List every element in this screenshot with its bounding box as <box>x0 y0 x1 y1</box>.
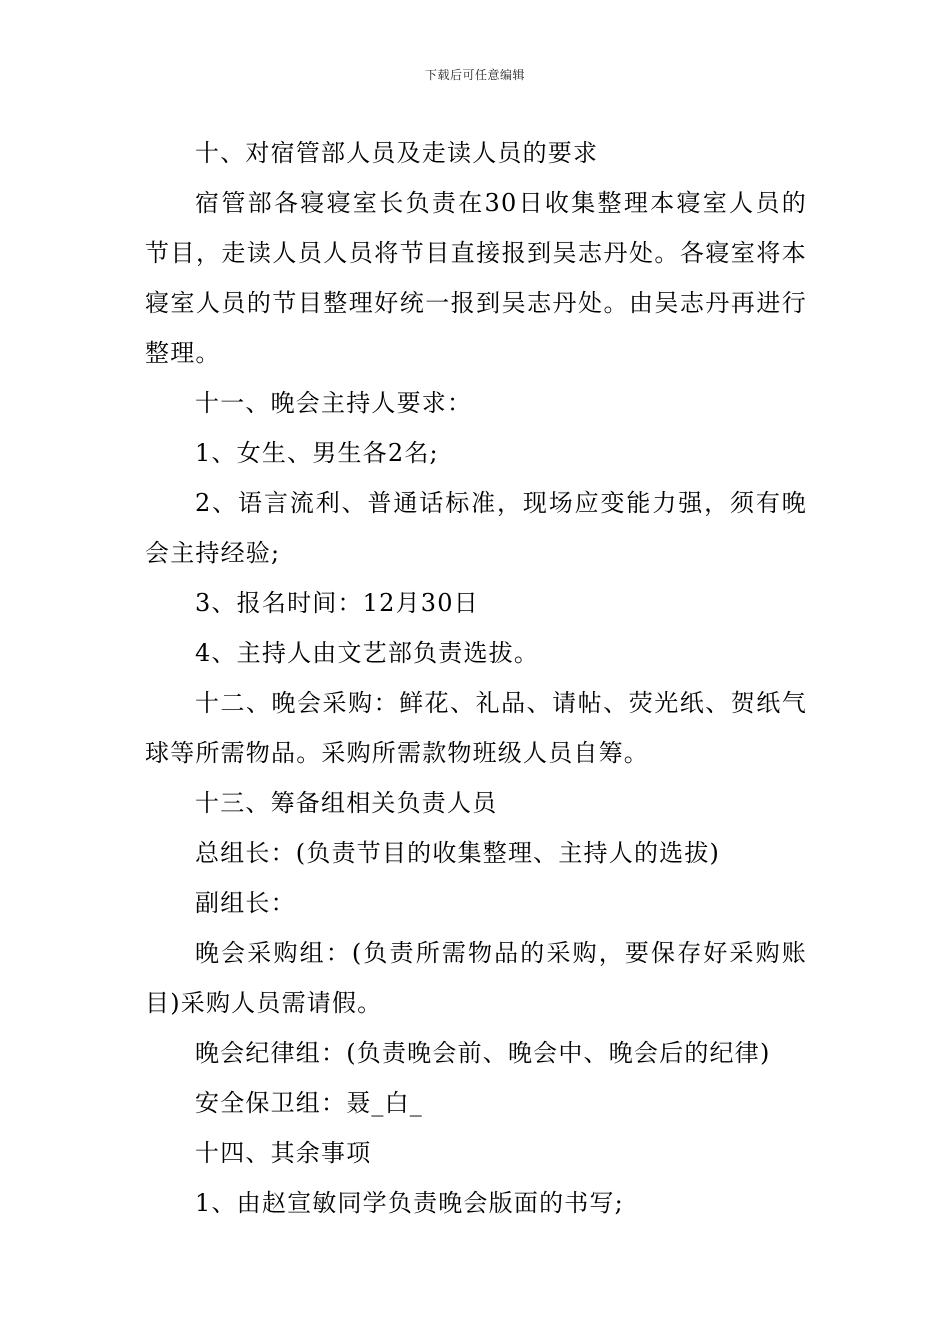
section-11-heading: 十一、晚会主持人要求： <box>195 389 473 417</box>
section-14-heading: 十四、其余事项 <box>195 1139 372 1167</box>
other-matter-1: 1、由赵宣敏同学负责晚会版面的书写; <box>195 1189 624 1217</box>
host-requirement-1: 1、女生、男生各2名; <box>195 439 439 467</box>
security-group-line: 安全保卫组：聂_白_ <box>195 1089 423 1117</box>
section-10-body: 宿管部各寝寝室长负责在30日收集整理本寝室人员的节目，走读人员人员将节目直接报到吴志丹处。各寝室将本寝室人员的节目整理好统一报到吴志丹处。由吴志丹再进行整理。 <box>145 189 807 367</box>
section-12-purchase: 十二、晚会采购：鲜花、礼品、请帖、荧光纸、贺纸气球等所需物品。采购所需款物班级人员自筹。 <box>145 689 807 767</box>
host-requirement-4: 4、主持人由文艺部负责选拔。 <box>195 639 540 667</box>
host-requirement-2: 2、语言流利、普通话标准，现场应变能力强，须有晚会主持经验; <box>145 489 807 567</box>
section-10-heading: 十、对宿管部人员及走读人员的要求 <box>195 139 599 167</box>
discipline-group-line: 晚会纪律组：(负责晚会前、晚会中、晚会后的纪律) <box>195 1039 771 1067</box>
host-requirement-3: 3、报名时间：12月30日 <box>195 589 479 617</box>
page-header-note: 下载后可任意编辑 <box>424 68 525 82</box>
document-body <box>145 128 807 1228</box>
section-13-heading: 十三、筹备组相关负责人员 <box>195 789 498 817</box>
chief-leader-line: 总组长：(负责节目的收集整理、主持人的选拔) <box>195 839 721 867</box>
purchase-group-line: 晚会采购组：(负责所需物品的采购，要保存好采购账目)采购人员需请假。 <box>145 939 807 1017</box>
deputy-leader-line: 副组长： <box>195 889 296 917</box>
